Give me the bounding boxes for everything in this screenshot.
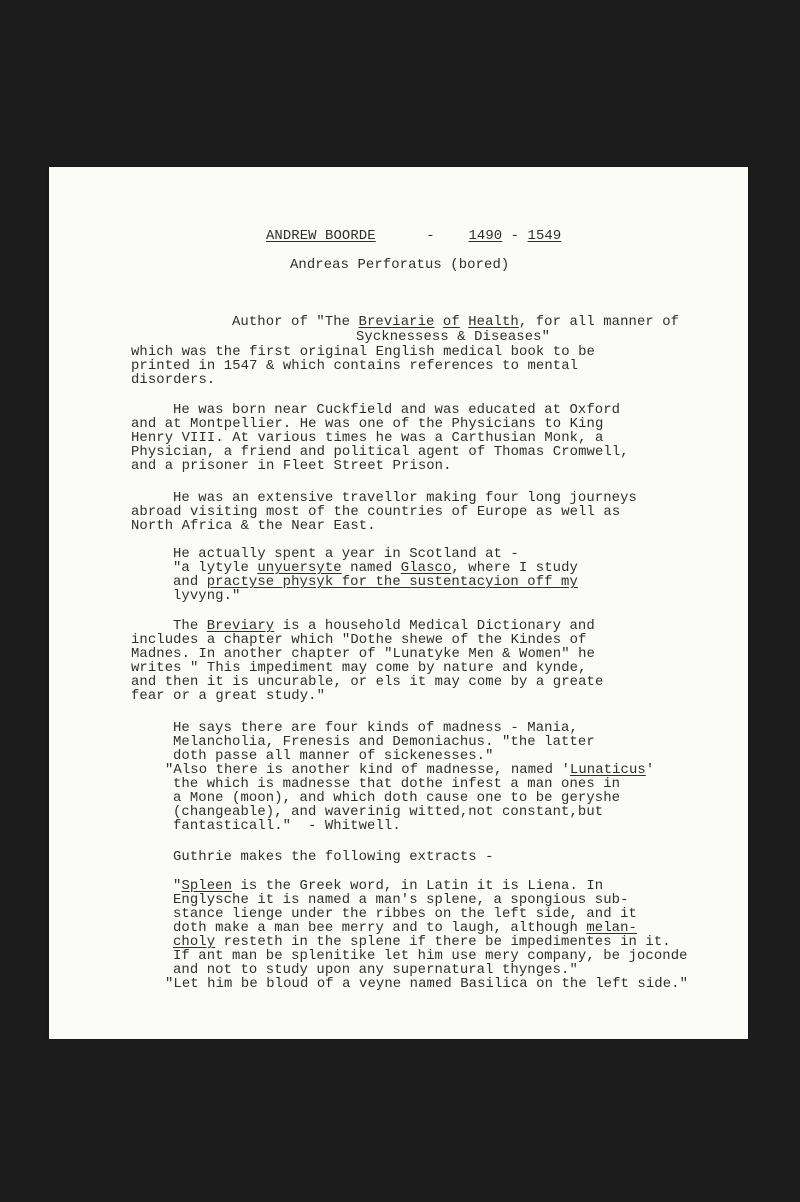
typed-page: [49, 167, 748, 1039]
para2-line4: Physician, a friend and political agent of Thomas Cromwell,: [131, 444, 629, 460]
para6-line6: a Mone (moon), and which doth cause one to be geryshe: [173, 790, 621, 806]
para8-quote-open: ": [173, 878, 182, 894]
para8-line3: stance lienge under the ribbes on the left side, and it: [173, 906, 637, 922]
book-title-word-1: Breviarie: [358, 314, 435, 330]
para6-line2: Melancholia, Frenesis and Demoniachus. "the latter: [173, 734, 595, 750]
heading-separator: -: [426, 228, 435, 244]
para6-line5: the which is madnesse that dothe infest a man ones in: [173, 776, 621, 792]
para1-line4: printed in 1547 & which contains references to mental: [131, 358, 579, 374]
heading-dash: -: [510, 228, 520, 244]
para5-line4: writes " This impediment may come by nature and kynde,: [131, 660, 587, 676]
choly-word: choly: [173, 934, 216, 950]
heading-birth-year: 1490: [468, 228, 503, 244]
book-title-word-3: Health: [468, 314, 519, 330]
para1-line2: Syсknessess & Diseases": [356, 329, 551, 345]
para2-line2: and at Montpellier. He was one of the Physicians to King: [131, 416, 604, 432]
para4-mid: named: [341, 560, 401, 576]
para8-line7: and not to study upon any supernatural thynges.": [173, 962, 578, 978]
para6-line3: doth passe all manner of sickenesses.": [173, 748, 494, 764]
para6-line4-lead: "Also there is another kind of madnesse, named ': [165, 762, 570, 778]
para5-line5: and then it is uncurable, or els it may come by a greate: [131, 674, 604, 690]
para1-line5: disorders.: [131, 372, 216, 388]
university-word: unyuersyte: [257, 560, 342, 576]
para5-lead: The: [173, 618, 207, 634]
heading-death-year: 1549: [527, 228, 562, 244]
para6-line8: fantasticall." - Whitwell.: [173, 818, 401, 834]
para8-line2: Englysche it is named a man's splene, a spongious sub-: [173, 892, 629, 908]
para8-line4-lead: doth make a man bee merry and to laugh, although: [173, 920, 587, 936]
para4-tail: , where I study: [451, 560, 578, 576]
para3-line2: abroad visiting most of the countries of Europe as well as: [131, 504, 621, 520]
para5-tail: is a household Medical Dictionary and: [274, 618, 595, 634]
para5-line6: fear or a great study.": [131, 688, 326, 704]
para8-line5-tail: resteth in the splene if there be impedimentes in it.: [215, 934, 671, 950]
heading-name: ANDREW BOORDE: [266, 228, 376, 244]
para3-line1: He was an extensive travellor making four long journeys: [173, 490, 637, 506]
para2-line3: Henry VIII. At various times he was a Carthusian Monk, a: [131, 430, 604, 446]
para5-line2: includes a chapter which "Dothe shewe of the Kindes of: [131, 632, 587, 648]
breviary-word: Breviary: [206, 618, 275, 634]
para4-line3-lead: and: [173, 574, 207, 590]
melan-word: melan-: [586, 920, 637, 936]
para1-tail: , for all manner of: [518, 314, 680, 330]
city-word: Glasco: [400, 560, 452, 576]
para2-line5: and a prisoner in Fleet Street Prison.: [131, 458, 452, 474]
practyse-phrase: practyse physyk for the sustentacyion off my: [206, 574, 578, 590]
para3-line3: North Africa & the Near East.: [131, 518, 376, 534]
para8-line8: "Let him be bloud of a veyne named Basilica on the left side.": [165, 976, 689, 992]
lunaticus-word: Lunaticus: [569, 762, 646, 778]
para8-line1-tail: is the Greek word, in Latin it is Liena. In: [232, 878, 604, 894]
para4-line4: lyvyng.": [173, 588, 241, 604]
para1-line1: [232, 315, 679, 330]
para8-line6: If ant man be splenitike let him use mery company, be joconde: [173, 948, 688, 964]
para1-line3: which was the first original English medical book to be: [131, 344, 595, 360]
para6-line7: (changeable), and waverinig witted,not constant,but: [173, 804, 604, 820]
para2-line1: He was born near Cuckfield and was educated at Oxford: [173, 402, 621, 418]
book-title-word-2: of: [442, 314, 460, 330]
para6-line1: He says there are four kinds of madness - Mania,: [173, 720, 578, 736]
para1-lead: Author of "The: [232, 314, 359, 330]
para4-quote-lead: "a lytyle: [173, 560, 258, 576]
page-heading: [266, 229, 561, 244]
para4-line1: He actually spent a year in Scotland at -: [173, 546, 519, 562]
para6-line4-tail: ': [645, 762, 655, 778]
para5-line3: Madnes. In another chapter of "Lunatyke Men & Women" he: [131, 646, 595, 662]
page-subtitle: Andreas Perforatus (bored): [290, 257, 510, 273]
spleen-word: Spleen: [181, 878, 233, 894]
para7-line1: Guthrie makes the following extracts -: [173, 849, 494, 865]
